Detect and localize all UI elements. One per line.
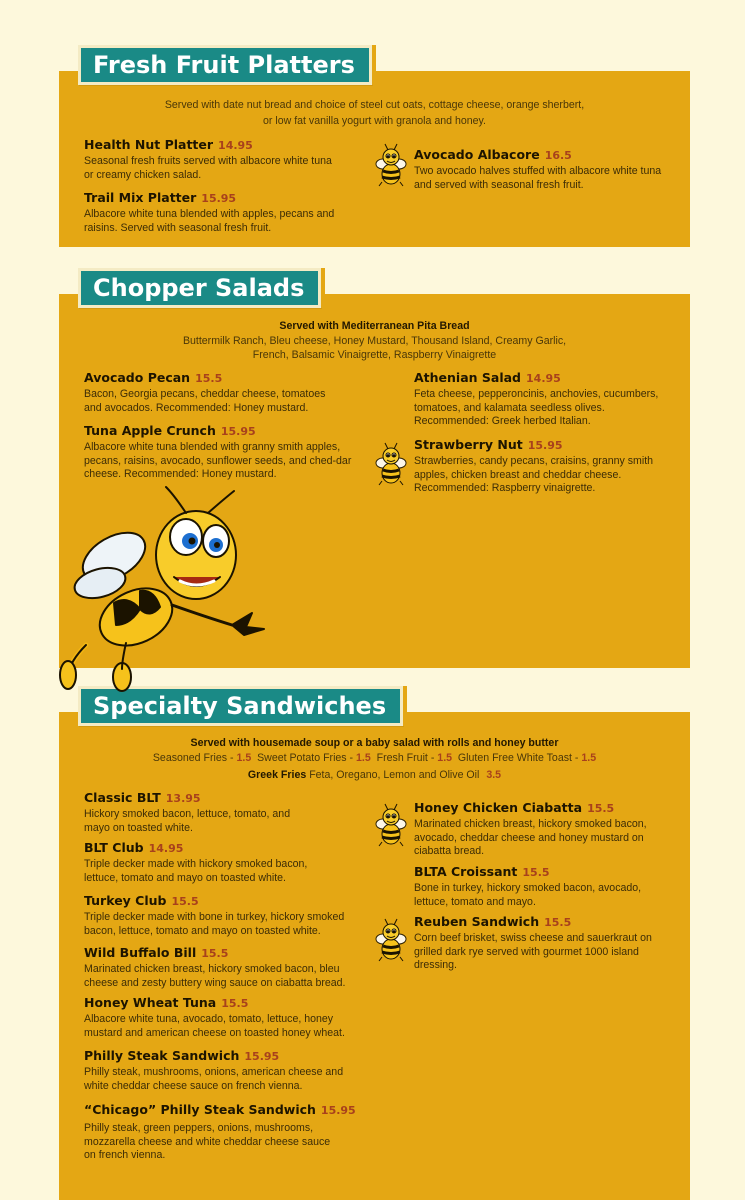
item-name: Trail Mix Platter (84, 190, 197, 205)
item-description: Marinated chicken breast, hickory smoked bacon, bleu cheese and zesty buttery wing sauce on ciabatta bread. (84, 963, 346, 989)
item-price: 15.5 (544, 916, 572, 929)
menu-item-name (414, 800, 704, 817)
greek-fries-line (59, 768, 690, 783)
item-name: BLTA Croissant (414, 864, 518, 879)
item-name: Wild Buffalo Bill (84, 945, 197, 960)
item-name: Tuna Apple Crunch (84, 423, 216, 438)
menu-item (414, 864, 704, 909)
item-name: “Chicago” Philly Steak Sandwich (84, 1102, 316, 1117)
item-name: Turkey Club (84, 893, 167, 908)
menu-item-name (414, 437, 704, 454)
bee-mascot-illustration (56, 485, 272, 697)
item-description: Philly steak, green peppers, onions, mushrooms, mozzarella cheese and white cheddar cheese sauce on french vienna. (84, 1122, 331, 1161)
fruit-intro-line: or low fat vanilla yogurt with granola and honey. (263, 115, 486, 127)
item-name: Honey Wheat Tuna (84, 995, 217, 1010)
menu-item (84, 893, 374, 938)
item-description: Bone in turkey, hickory smoked bacon, avocado, lettuce, tomato and mayo. (414, 882, 642, 908)
item-description: Bacon, Georgia pecans, cheddar cheese, tomatoes and avocados. Recommended: Honey mustard. (84, 388, 326, 414)
menu-item-name (84, 945, 374, 962)
item-description: Feta cheese, pepperoncinis, anchovies, cucumbers, tomatoes, and kalamata seedless olives. Recommended: Greek herbed Italian. (414, 388, 659, 427)
item-description: Albacore white tuna blended with apples, pecans and raisins. Served with seasonal fresh fruit. (84, 208, 335, 234)
menu-item (84, 1048, 374, 1093)
menu-item-name (414, 370, 704, 387)
menu-item (84, 137, 374, 182)
item-name: Classic BLT (84, 790, 161, 805)
bee-icon (374, 802, 408, 848)
item-name: Avocado Pecan (84, 370, 191, 385)
menu-item-name (84, 840, 374, 857)
menu-item-name (84, 137, 374, 154)
section-heading-fruit: Fresh Fruit Platters (78, 45, 372, 85)
bee-icon (374, 142, 408, 188)
item-price: 14.95 (218, 139, 253, 152)
item-price: 15.5 (201, 947, 229, 960)
item-price: 15.5 (587, 802, 615, 815)
menu-item-name (84, 1048, 374, 1065)
menu-item-name (414, 147, 704, 164)
menu-item (84, 995, 374, 1040)
section-heading-sandwiches: Specialty Sandwiches (78, 686, 403, 726)
menu-item (84, 790, 374, 835)
menu-item (414, 800, 704, 859)
item-description: Marinated chicken breast, hickory smoked bacon, avocado, cheddar cheese and honey mustard on ciabatta bread. (414, 818, 647, 857)
side-name: Fresh Fruit (376, 752, 428, 764)
menu-item (84, 190, 374, 235)
item-description: Triple decker made with bone in turkey, hickory smoked bacon, lettuce, tomato and mayo on toasted white. (84, 911, 345, 937)
item-name: Athenian Salad (414, 370, 522, 385)
menu-item-name (84, 995, 374, 1012)
section-heading-salads: Chopper Salads (78, 268, 321, 308)
side-price: 3.5 (486, 769, 502, 781)
item-price: 15.95 (320, 1104, 356, 1117)
item-description: Albacore white tuna, avocado, tomato, lettuce, honey mustard and american cheese on toasted honey wheat. (84, 1013, 345, 1039)
item-price: 15.95 (527, 439, 563, 452)
item-price: 14.95 (148, 842, 184, 855)
side-price: 1.5 (356, 752, 371, 764)
menu-item-name (414, 914, 704, 931)
item-name: Health Nut Platter (84, 137, 214, 152)
menu-item (414, 370, 704, 429)
item-name: Strawberry Nut (414, 437, 523, 452)
menu-item-name (84, 1102, 374, 1119)
menu-item (84, 1102, 374, 1163)
item-name: Philly Steak Sandwich (84, 1048, 240, 1063)
item-name: Reuben Sandwich (414, 914, 540, 929)
side-name: Greek Fries (247, 769, 307, 781)
item-name: Honey Chicken Ciabatta (414, 800, 583, 815)
item-description: Seasonal fresh fruits served with albacore white tuna or creamy chicken salad. (84, 155, 332, 181)
item-description: Strawberries, candy pecans, craisins, granny smith apples, chicken breast and cheddar cheese. Recommended: Raspberry vinaigrette. (414, 455, 654, 494)
salads-served-with: Served with Mediterranean Pita Bread (279, 320, 470, 332)
item-price: 15.95 (220, 425, 256, 438)
bee-icon (374, 917, 408, 963)
item-description: Philly steak, mushrooms, onions, american cheese and white cheddar cheese sauce on french vienna. (84, 1066, 344, 1092)
menu-item-name (84, 893, 374, 910)
menu-item-name (84, 423, 374, 440)
item-price: 15.95 (244, 1050, 280, 1063)
menu-item (414, 914, 704, 973)
side-name: Seasoned Fries (152, 752, 228, 764)
side-description: Feta, Oregano, Lemon and Olive Oil (309, 769, 480, 781)
fruit-intro-line: Served with date nut bread and choice of steel cut oats, cottage cheese, orange sherbert, (164, 99, 585, 111)
side-price: 1.5 (236, 752, 252, 764)
menu-item-name (84, 790, 374, 807)
side-price: 1.5 (581, 752, 597, 764)
side-price: 1.5 (437, 752, 453, 764)
item-description: Two avocado halves stuffed with albacore white tuna and served with seasonal fresh fruit. (414, 165, 662, 191)
item-description: Corn beef brisket, swiss cheese and sauerkraut on grilled dark rye served with gourmet 1000 island dressing. (414, 932, 652, 971)
menu-item (84, 840, 374, 885)
menu-item (414, 147, 704, 192)
menu-item (84, 945, 374, 990)
item-price: 14.95 (526, 372, 561, 385)
menu-item (84, 370, 374, 415)
item-price: 15.95 (201, 192, 237, 205)
item-price: 15.5 (171, 895, 199, 908)
item-price: 13.95 (165, 792, 201, 805)
item-price: 15.5 (195, 372, 223, 385)
item-price: 15.5 (522, 866, 550, 879)
menu-item-name (84, 370, 374, 387)
salads-dressings-line: French, Balsamic Vinaigrette, Raspberry Vinaigrette (252, 349, 497, 361)
sandwiches-served-with: Served with housemade soup or a baby salad with rolls and honey butter (190, 737, 559, 749)
side-name: Gluten Free White Toast (457, 752, 572, 764)
item-description: Triple decker made with hickory smoked bacon, lettuce, tomato and mayo on toasted white. (84, 858, 308, 884)
menu-item-name (414, 864, 704, 881)
item-description: Hickory smoked bacon, lettuce, tomato, and mayo on toasted white. (84, 808, 291, 834)
bee-icon (374, 441, 408, 487)
item-price: 15.5 (221, 997, 249, 1010)
item-price: 16.5 (544, 149, 572, 162)
salads-dressings-line: Buttermilk Ranch, Bleu cheese, Honey Mustard, Thousand Island, Creamy Garlic, (182, 335, 567, 347)
sides-line: Seasoned Fries - 1.5 Sweet Potato Fries - 1.5 Fresh Fruit - 1.5 Gluten Free White Toast - 1.5 (152, 752, 597, 764)
item-description: Albacore white tuna blended with granny smith apples, pecans, raisins, avocado, sunflower seeds, and ched-dar cheese. Recommended: Honey mustard. (84, 441, 352, 480)
item-name: Avocado Albacore (414, 147, 540, 162)
menu-item (84, 423, 374, 482)
item-name: BLT Club (84, 840, 144, 855)
menu-item (414, 437, 704, 496)
side-name: Sweet Potato Fries (257, 752, 347, 764)
menu-item-name (84, 190, 374, 207)
